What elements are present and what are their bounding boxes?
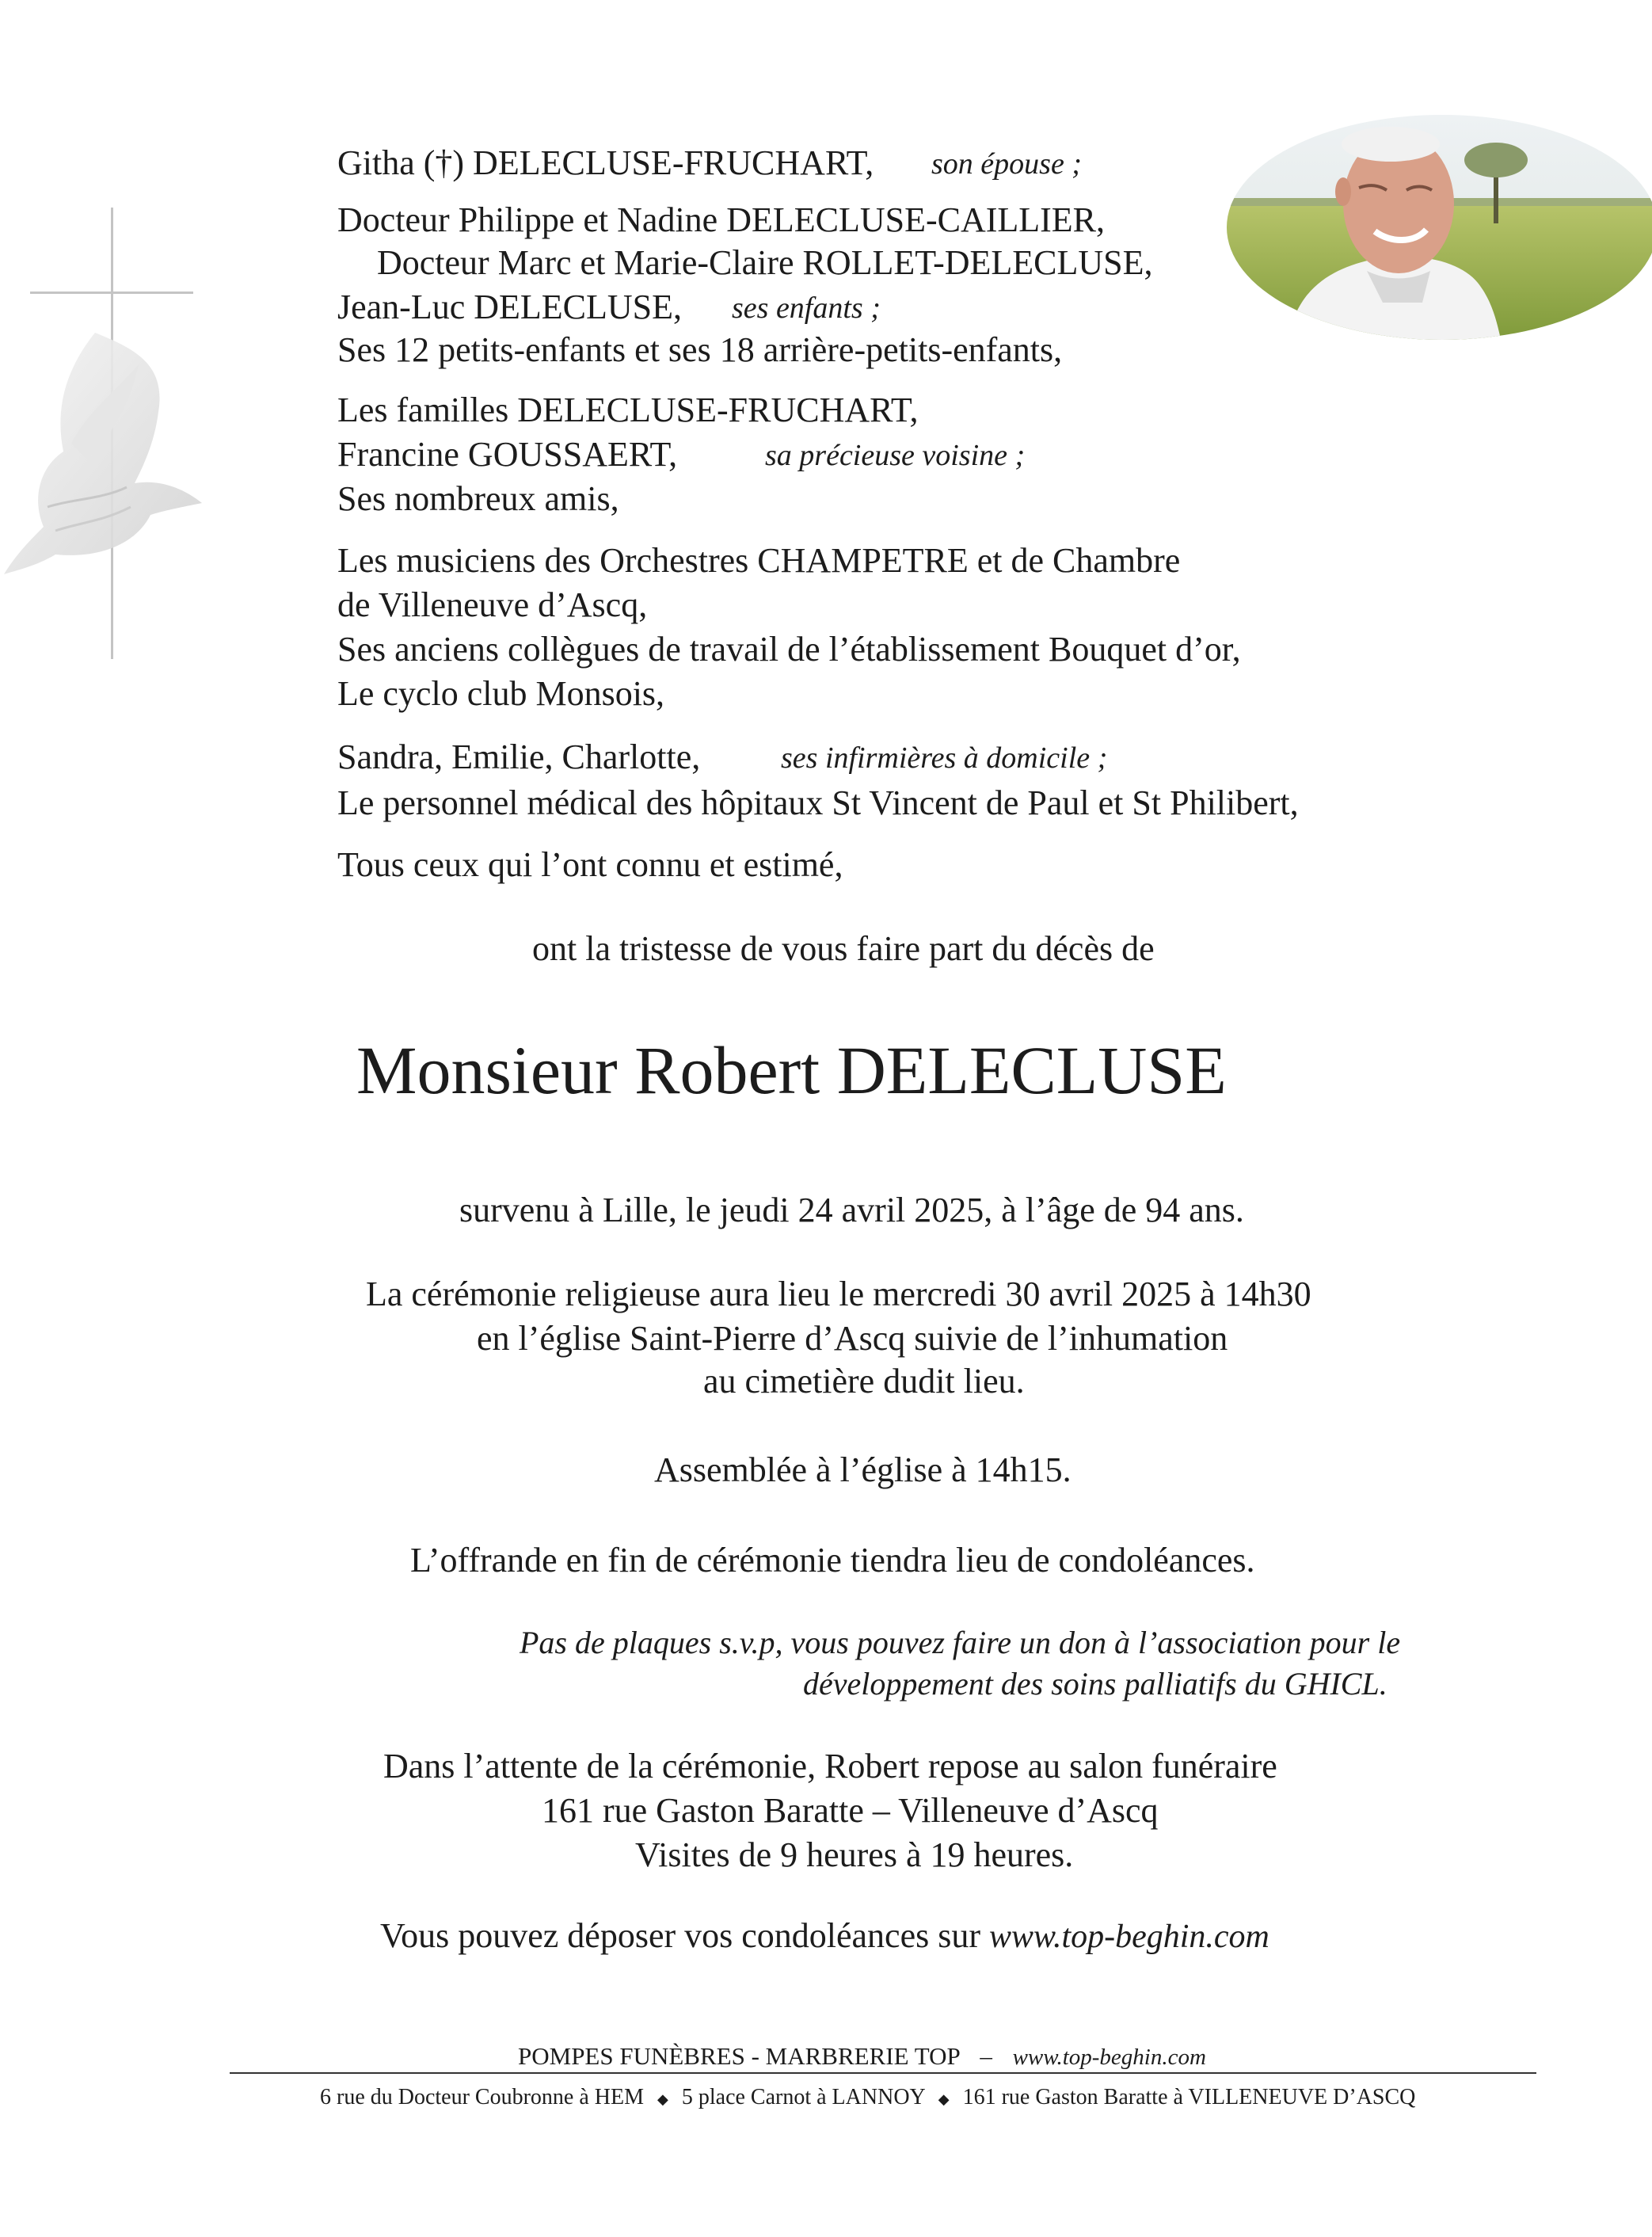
family-line-9: Les musiciens des Orchestres CHAMPETRE et de Chambre	[337, 541, 1181, 580]
assembly-info: Assemblée à l’église à 14h15.	[654, 1450, 1072, 1489]
footer-divider	[230, 2072, 1536, 2074]
family-line-14: Le personnel médical des hôpitaux St Vincent de Paul et St Philibert,	[337, 783, 1299, 822]
family-line-7: Francine GOUSSAERT,	[337, 435, 678, 474]
offering-info: L’offrande en fin de cérémonie tiendra lieu de condoléances.	[410, 1541, 1255, 1580]
family-line-6: Les familles DELECLUSE-FRUCHART,	[337, 391, 919, 429]
family-line-15: Tous ceux qui l’ont connu et estimé,	[337, 845, 843, 884]
cross-icon-bar	[30, 292, 193, 294]
ceremony-line-3: au cimetière dudit lieu.	[703, 1362, 1025, 1401]
family-line-2: Docteur Philippe et Nadine DELECLUSE-CAILLIER,	[337, 200, 1106, 239]
death-info: survenu à Lille, le jeudi 24 avril 2025, à l’âge de 94 ans.	[459, 1191, 1244, 1229]
family-line-1: Githa (†) DELECLUSE-FRUCHART,	[337, 143, 874, 182]
footer-addresses: 6 rue du Docteur Coubronne à HEM ◆ 5 place Carnot à LANNOY ◆ 161 rue Gaston Baratte à VILLENEUVE D’ASCQ	[320, 2085, 1416, 2109]
portrait-photo	[1224, 112, 1652, 342]
repose-line-2: 161 rue Gaston Baratte – Villeneuve d’Ascq	[542, 1791, 1159, 1830]
deceased-name: Monsieur Robert DELECLUSE	[356, 1032, 1227, 1108]
family-line-13: Sandra, Emilie, Charlotte,	[337, 737, 701, 776]
condolences-line: Vous pouvez déposer vos condoléances sur www.top-beghin.com	[380, 1916, 1269, 1955]
family-line-11: Ses anciens collègues de travail de l’établissement Bouquet d’or,	[337, 630, 1241, 669]
family-line-8: Ses nombreux amis,	[337, 479, 619, 518]
no-flowers-line-2: développement des soins palliatifs du GHICL.	[803, 1666, 1387, 1702]
no-flowers-line-1: Pas de plaques s.v.p, vous pouvez faire un don à l’association pour le	[520, 1625, 1401, 1660]
footer-company: POMPES FUNÈBRES - MARBRERIE TOP – www.top-beghin.com	[518, 2042, 1206, 2070]
family-line-3: Docteur Marc et Marie-Claire ROLLET-DELECLUSE,	[377, 243, 1153, 282]
family-role-1: son épouse ;	[931, 147, 1082, 181]
family-line-10: de Villeneuve d’Ascq,	[337, 585, 648, 624]
family-role-13: ses infirmières à domicile ;	[781, 741, 1108, 775]
family-line-12: Le cyclo club Monsois,	[337, 674, 665, 713]
dove-icon	[0, 317, 214, 578]
ceremony-line-1: La cérémonie religieuse aura lieu le mercredi 30 avril 2025 à 14h30	[366, 1275, 1311, 1313]
ceremony-line-2: en l’église Saint-Pierre d’Ascq suivie de l’inhumation	[477, 1319, 1228, 1358]
repose-line-3: Visites de 9 heures à 19 heures.	[635, 1835, 1074, 1874]
diamond-separator-icon: ◆	[938, 2091, 950, 2107]
family-line-5: Ses 12 petits-enfants et ses 18 arrière-petits-enfants,	[337, 330, 1063, 369]
family-role-7: sa précieuse voisine ;	[765, 439, 1026, 472]
diamond-separator-icon: ◆	[657, 2091, 668, 2107]
footer-website-link[interactable]: www.top-beghin.com	[1012, 2045, 1206, 2070]
family-line-4: Jean-Luc DELECLUSE,	[337, 288, 682, 326]
family-role-4: ses enfants ;	[732, 292, 881, 325]
announcement: ont la tristesse de vous faire part du décès de	[532, 929, 1155, 968]
condolences-link[interactable]: www.top-beghin.com	[989, 1919, 1269, 1955]
repose-line-1: Dans l’attente de la cérémonie, Robert repose au salon funéraire	[383, 1747, 1277, 1785]
